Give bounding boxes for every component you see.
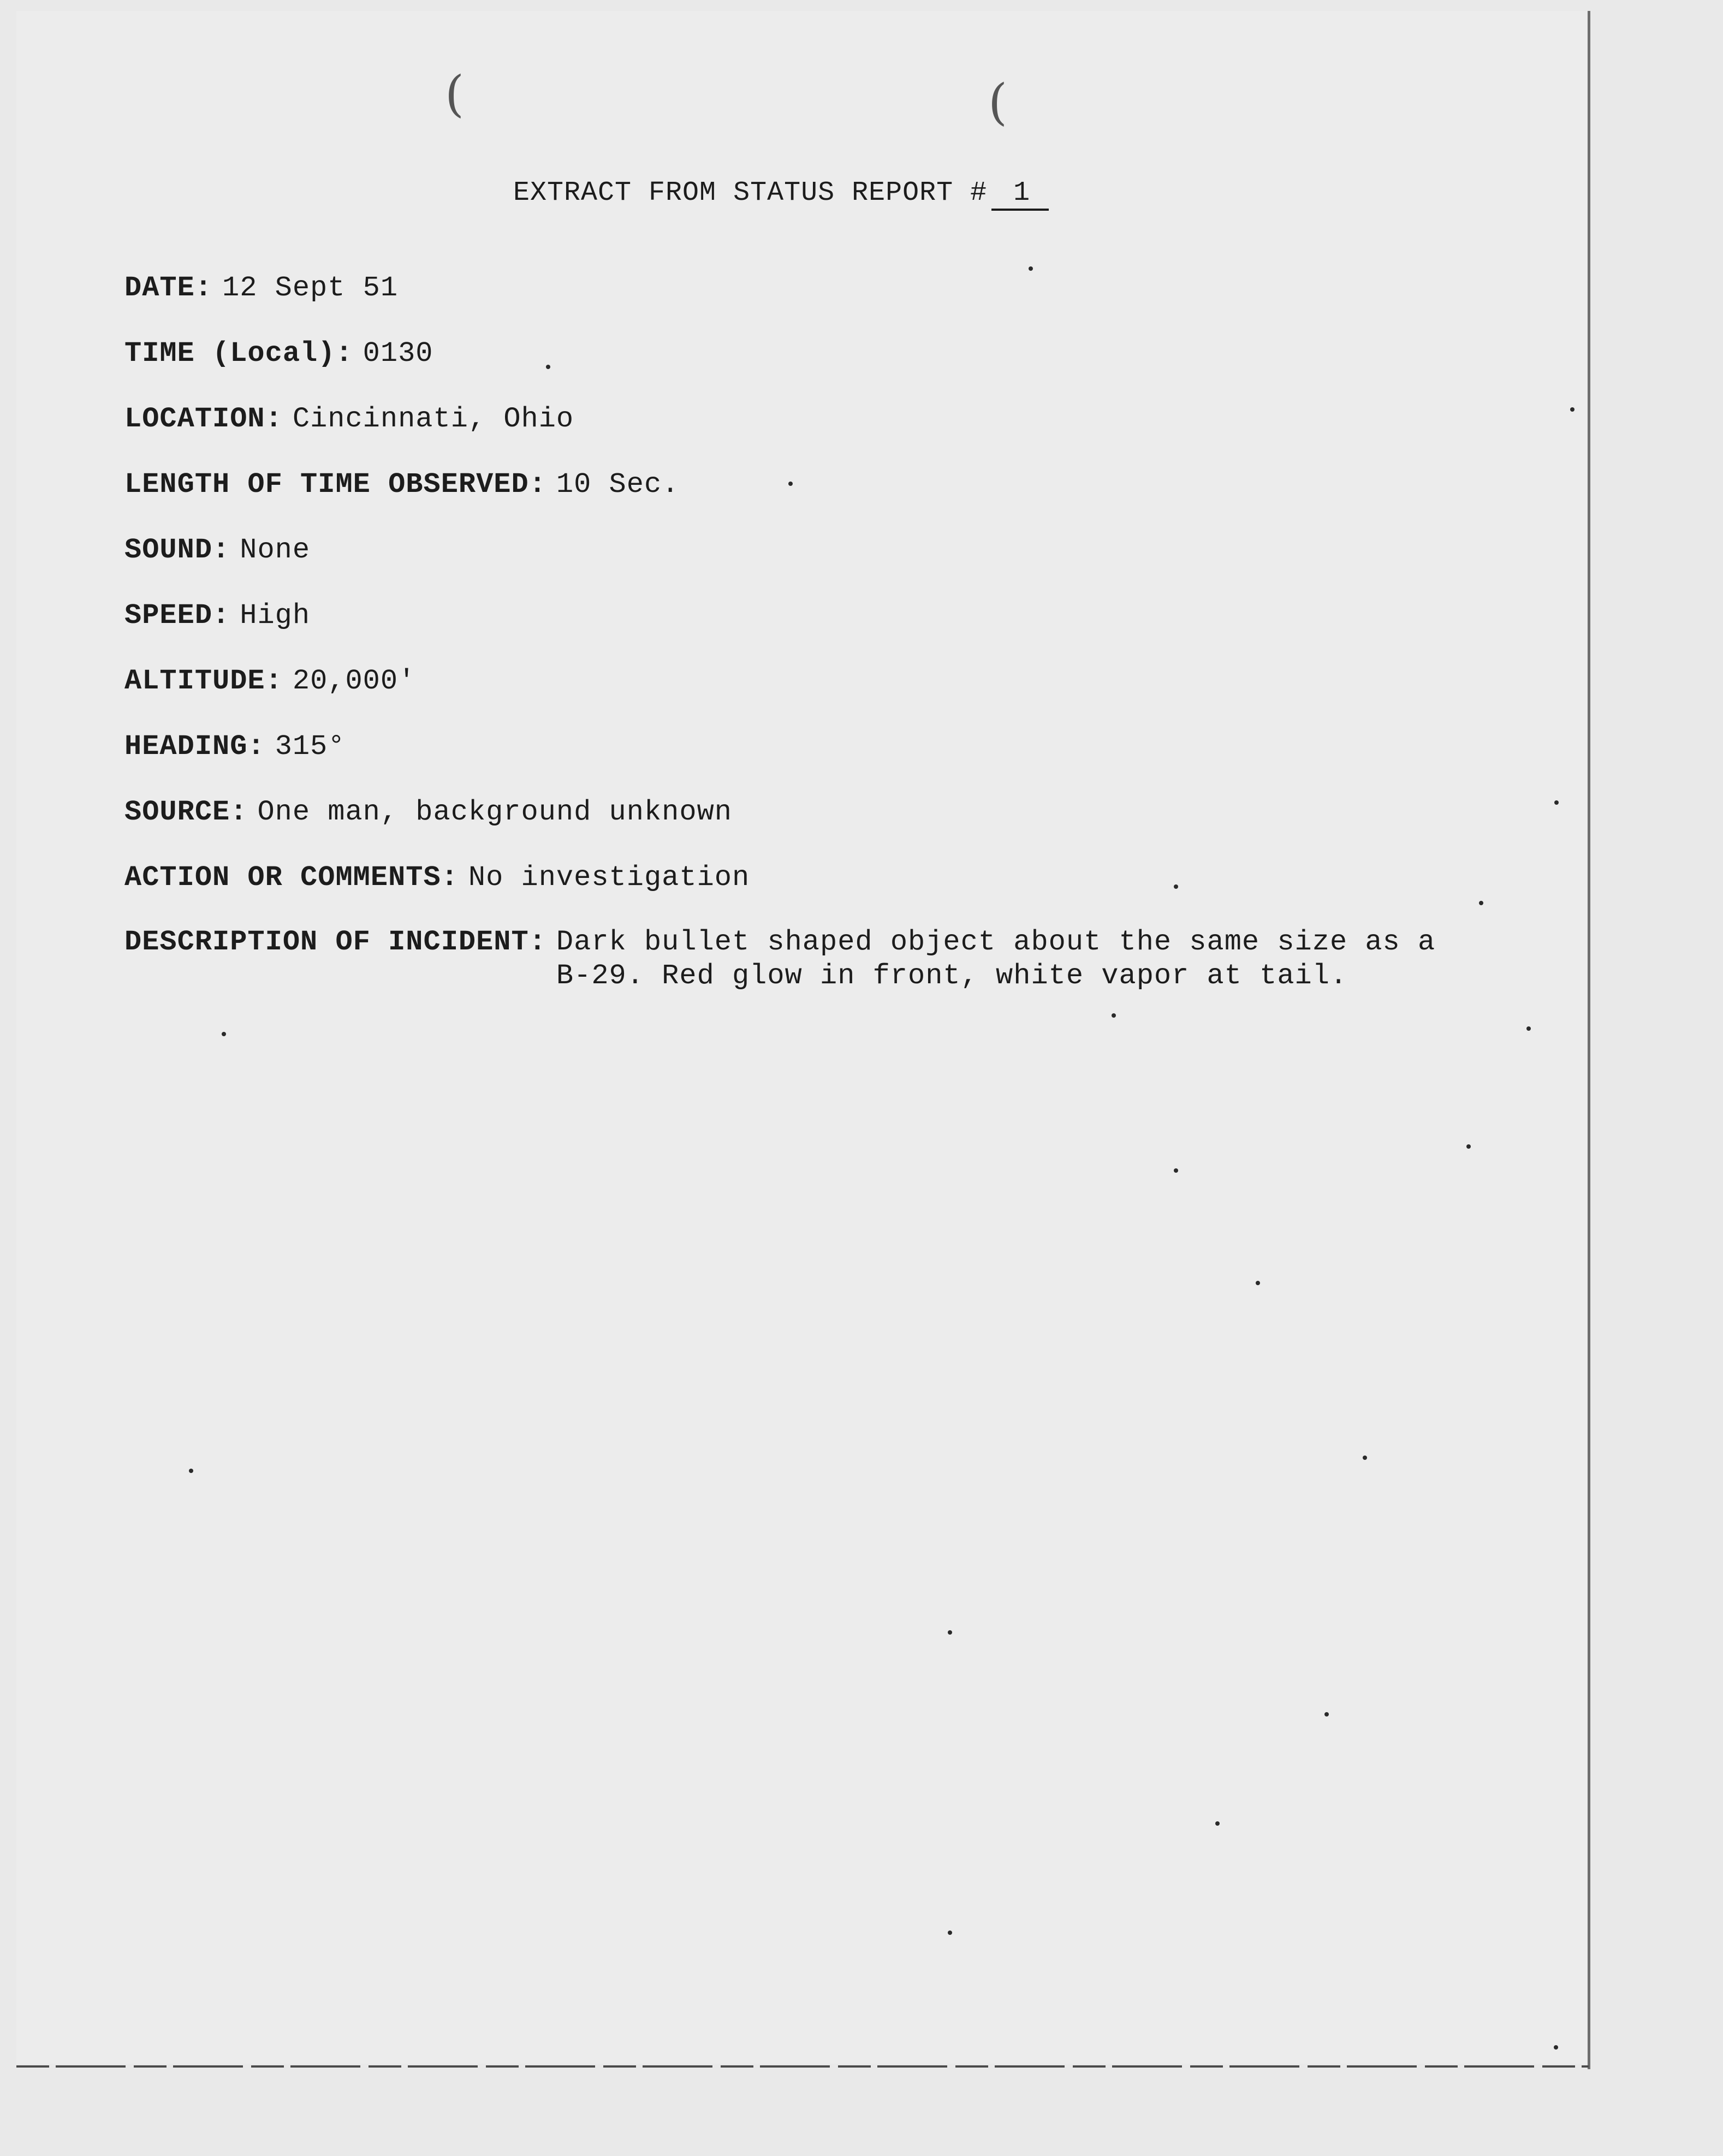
field-value: Dark bullet shaped object about the same size as a B-29. Red glow in front, white vapor at tail. bbox=[556, 926, 1436, 992]
field-value: High bbox=[240, 599, 311, 632]
field-label: SPEED: bbox=[124, 599, 230, 632]
field-value: 0130 bbox=[363, 337, 433, 370]
report-number: 1 bbox=[991, 177, 1049, 211]
scan-mark: ( bbox=[988, 74, 1008, 131]
dust-speck bbox=[1479, 901, 1483, 905]
field-label: LENGTH OF TIME OBSERVED: bbox=[124, 468, 546, 501]
dust-speck bbox=[546, 365, 550, 369]
field-label: TIME (Local): bbox=[124, 337, 353, 370]
report-title-text: EXTRACT FROM STATUS REPORT # bbox=[513, 177, 988, 209]
dust-speck bbox=[1526, 1026, 1531, 1031]
dust-speck bbox=[222, 1032, 226, 1036]
report-title bbox=[513, 177, 1049, 211]
page-bottom-rule bbox=[16, 2065, 1589, 2068]
field-date bbox=[124, 271, 398, 305]
dust-speck bbox=[948, 1630, 952, 1635]
dust-speck bbox=[1570, 407, 1575, 412]
field-label: DATE: bbox=[124, 272, 213, 304]
field-value: 12 Sept 51 bbox=[222, 272, 399, 304]
field-altitude bbox=[124, 664, 415, 698]
dust-speck bbox=[788, 482, 793, 486]
field-time bbox=[124, 337, 433, 371]
field-location bbox=[124, 402, 574, 436]
dust-speck bbox=[1256, 1281, 1260, 1285]
dust-speck bbox=[1466, 1144, 1471, 1149]
field-label: ACTION OR COMMENTS: bbox=[124, 862, 459, 894]
field-label: SOURCE: bbox=[124, 796, 248, 828]
field-value: No investigation bbox=[468, 862, 750, 894]
field-length-of-time bbox=[124, 468, 679, 502]
dust-speck bbox=[948, 1931, 952, 1935]
page-right-edge bbox=[1588, 11, 1590, 2069]
dust-speck bbox=[1029, 266, 1033, 271]
field-value: 10 Sec. bbox=[556, 468, 680, 501]
field-value: None bbox=[240, 534, 311, 566]
field-heading bbox=[124, 730, 345, 764]
field-label: SOUND: bbox=[124, 534, 230, 566]
document-page bbox=[16, 11, 1589, 2064]
dust-speck bbox=[1324, 1712, 1329, 1717]
field-label: LOCATION: bbox=[124, 403, 283, 435]
field-value: 315° bbox=[275, 730, 346, 763]
dust-speck bbox=[1554, 800, 1559, 805]
dust-speck bbox=[1174, 884, 1178, 889]
field-source bbox=[124, 795, 732, 829]
scan-mark: ( bbox=[445, 66, 465, 123]
field-action-comments bbox=[124, 861, 750, 895]
field-speed bbox=[124, 599, 310, 633]
field-value: Cincinnati, Ohio bbox=[292, 403, 574, 435]
dust-speck bbox=[1363, 1456, 1367, 1460]
dust-speck bbox=[189, 1469, 193, 1473]
dust-speck bbox=[1112, 1013, 1116, 1018]
dust-speck bbox=[1174, 1168, 1178, 1173]
field-label: DESCRIPTION OF INCIDENT: bbox=[124, 926, 546, 958]
field-value: 20,000' bbox=[292, 665, 416, 697]
field-sound bbox=[124, 533, 310, 567]
dust-speck bbox=[1215, 1821, 1220, 1826]
field-label: ALTITUDE: bbox=[124, 665, 283, 697]
field-label: HEADING: bbox=[124, 730, 265, 763]
field-description bbox=[124, 925, 1435, 993]
field-value: One man, background unknown bbox=[257, 796, 732, 828]
dust-speck bbox=[1554, 2045, 1558, 2050]
